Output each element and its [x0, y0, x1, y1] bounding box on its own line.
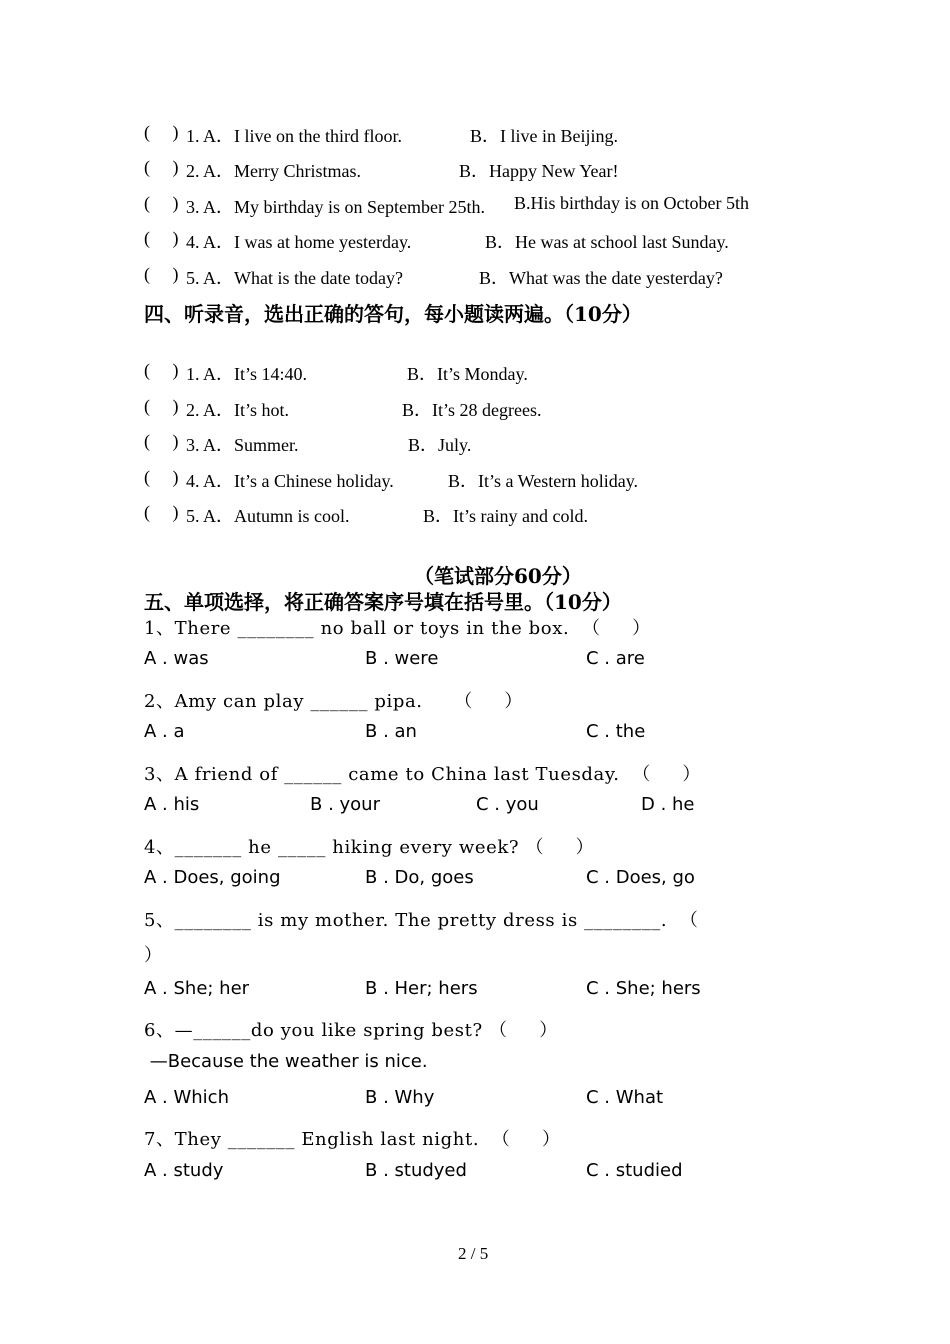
- q7-option-c: C . studied: [586, 1160, 683, 1181]
- answer-paren: ( ): [144, 360, 179, 380]
- question-6-response: —Because the weather is nice.: [144, 1051, 428, 1072]
- q2-option-c: C . the: [586, 721, 646, 742]
- question-2: 2、Amy can play ______ pipa. （ ）: [144, 691, 524, 712]
- question-5-wrap: ）: [144, 945, 163, 966]
- option-b: B．He was at school last Sunday.: [485, 232, 729, 252]
- option-a: 1. A．I live on the third floor.: [186, 126, 402, 146]
- q7-option-b: B . studyed: [365, 1160, 467, 1181]
- option-b: B.His birthday is on October 5th: [514, 193, 749, 213]
- q2-option-a: A . a: [144, 721, 185, 742]
- q3-option-d: D . he: [641, 794, 695, 815]
- q5-option-c: C . She; hers: [586, 978, 701, 999]
- option-b: B．It’s Monday.: [407, 364, 528, 384]
- question-3: 3、A friend of ______ came to China last Tuesday. （ ）: [144, 764, 702, 785]
- option-a: 2. A．Merry Christmas.: [186, 161, 361, 181]
- q1-option-c: C . are: [586, 648, 645, 669]
- option-b: B．It’s rainy and cold.: [423, 506, 588, 526]
- answer-paren: ( ): [144, 264, 179, 284]
- q4-option-c: C . Does, go: [586, 867, 695, 888]
- section-5-title: 五、单项选择，将正确答案序号填在括号里。（10分）: [144, 590, 622, 614]
- written-part-heading: （笔试部分60分）: [414, 564, 582, 588]
- answer-paren: ( ): [144, 122, 179, 142]
- option-a: 3. A．My birthday is on September 25th.: [186, 197, 485, 217]
- q6-option-b: B . Why: [365, 1087, 435, 1108]
- answer-paren: ( ): [144, 228, 179, 248]
- answer-paren: ( ): [144, 193, 179, 213]
- q6-option-c: C . What: [586, 1087, 664, 1108]
- option-a: 2. A．It’s hot.: [186, 400, 290, 420]
- q4-option-b: B . Do, goes: [365, 867, 474, 888]
- answer-paren: ( ): [144, 431, 179, 451]
- q4-option-a: A . Does, going: [144, 867, 281, 888]
- question-6: 6、—______do you like spring best? （ ）: [144, 1020, 558, 1041]
- q1-option-b: B . were: [365, 648, 439, 669]
- question-5: 5、________ is my mother. The pretty dress is ________. （: [144, 910, 699, 931]
- option-a: 4. A．I was at home yesterday.: [186, 232, 412, 252]
- option-a: 5. A．What is the date today?: [186, 268, 403, 288]
- q3-option-a: A . his: [144, 794, 200, 815]
- option-b: B．July.: [408, 435, 472, 455]
- answer-paren: ( ): [144, 502, 179, 522]
- q5-option-b: B . Her; hers: [365, 978, 478, 999]
- question-1: 1、There ________ no ball or toys in the box. （ ）: [144, 618, 651, 639]
- q3-option-b: B . your: [310, 794, 380, 815]
- option-b: B．It’s 28 degrees.: [402, 400, 542, 420]
- answer-paren: ( ): [144, 396, 179, 416]
- question-4: 4、_______ he _____ hiking every week? （ ）: [144, 837, 595, 858]
- q2-option-b: B . an: [365, 721, 417, 742]
- q3-option-c: C . you: [476, 794, 539, 815]
- answer-paren: ( ): [144, 467, 179, 487]
- answer-paren: ( ): [144, 157, 179, 177]
- option-a: 1. A．It’s 14:40.: [186, 364, 308, 384]
- option-b: B．I live in Beijing.: [470, 126, 618, 146]
- section-4-title: 四、听录音，选出正确的答句，每小题读两遍。（10分）: [144, 302, 642, 326]
- option-b: B．It’s a Western holiday.: [448, 471, 639, 491]
- option-a: 3. A．Summer.: [186, 435, 299, 455]
- q5-option-a: A . She; her: [144, 978, 250, 999]
- q7-option-a: A . study: [144, 1160, 224, 1181]
- question-7: 7、They _______ English last night. （ ）: [144, 1129, 561, 1150]
- q6-option-a: A . Which: [144, 1087, 229, 1108]
- page-number: 2 / 5: [458, 1244, 489, 1263]
- option-b: B．Happy New Year!: [459, 161, 619, 181]
- q1-option-a: A . was: [144, 648, 209, 669]
- option-a: 5. A．Autumn is cool.: [186, 506, 350, 526]
- option-a: 4. A．It’s a Chinese holiday.: [186, 471, 394, 491]
- option-b: B．What was the date yesterday?: [479, 268, 723, 288]
